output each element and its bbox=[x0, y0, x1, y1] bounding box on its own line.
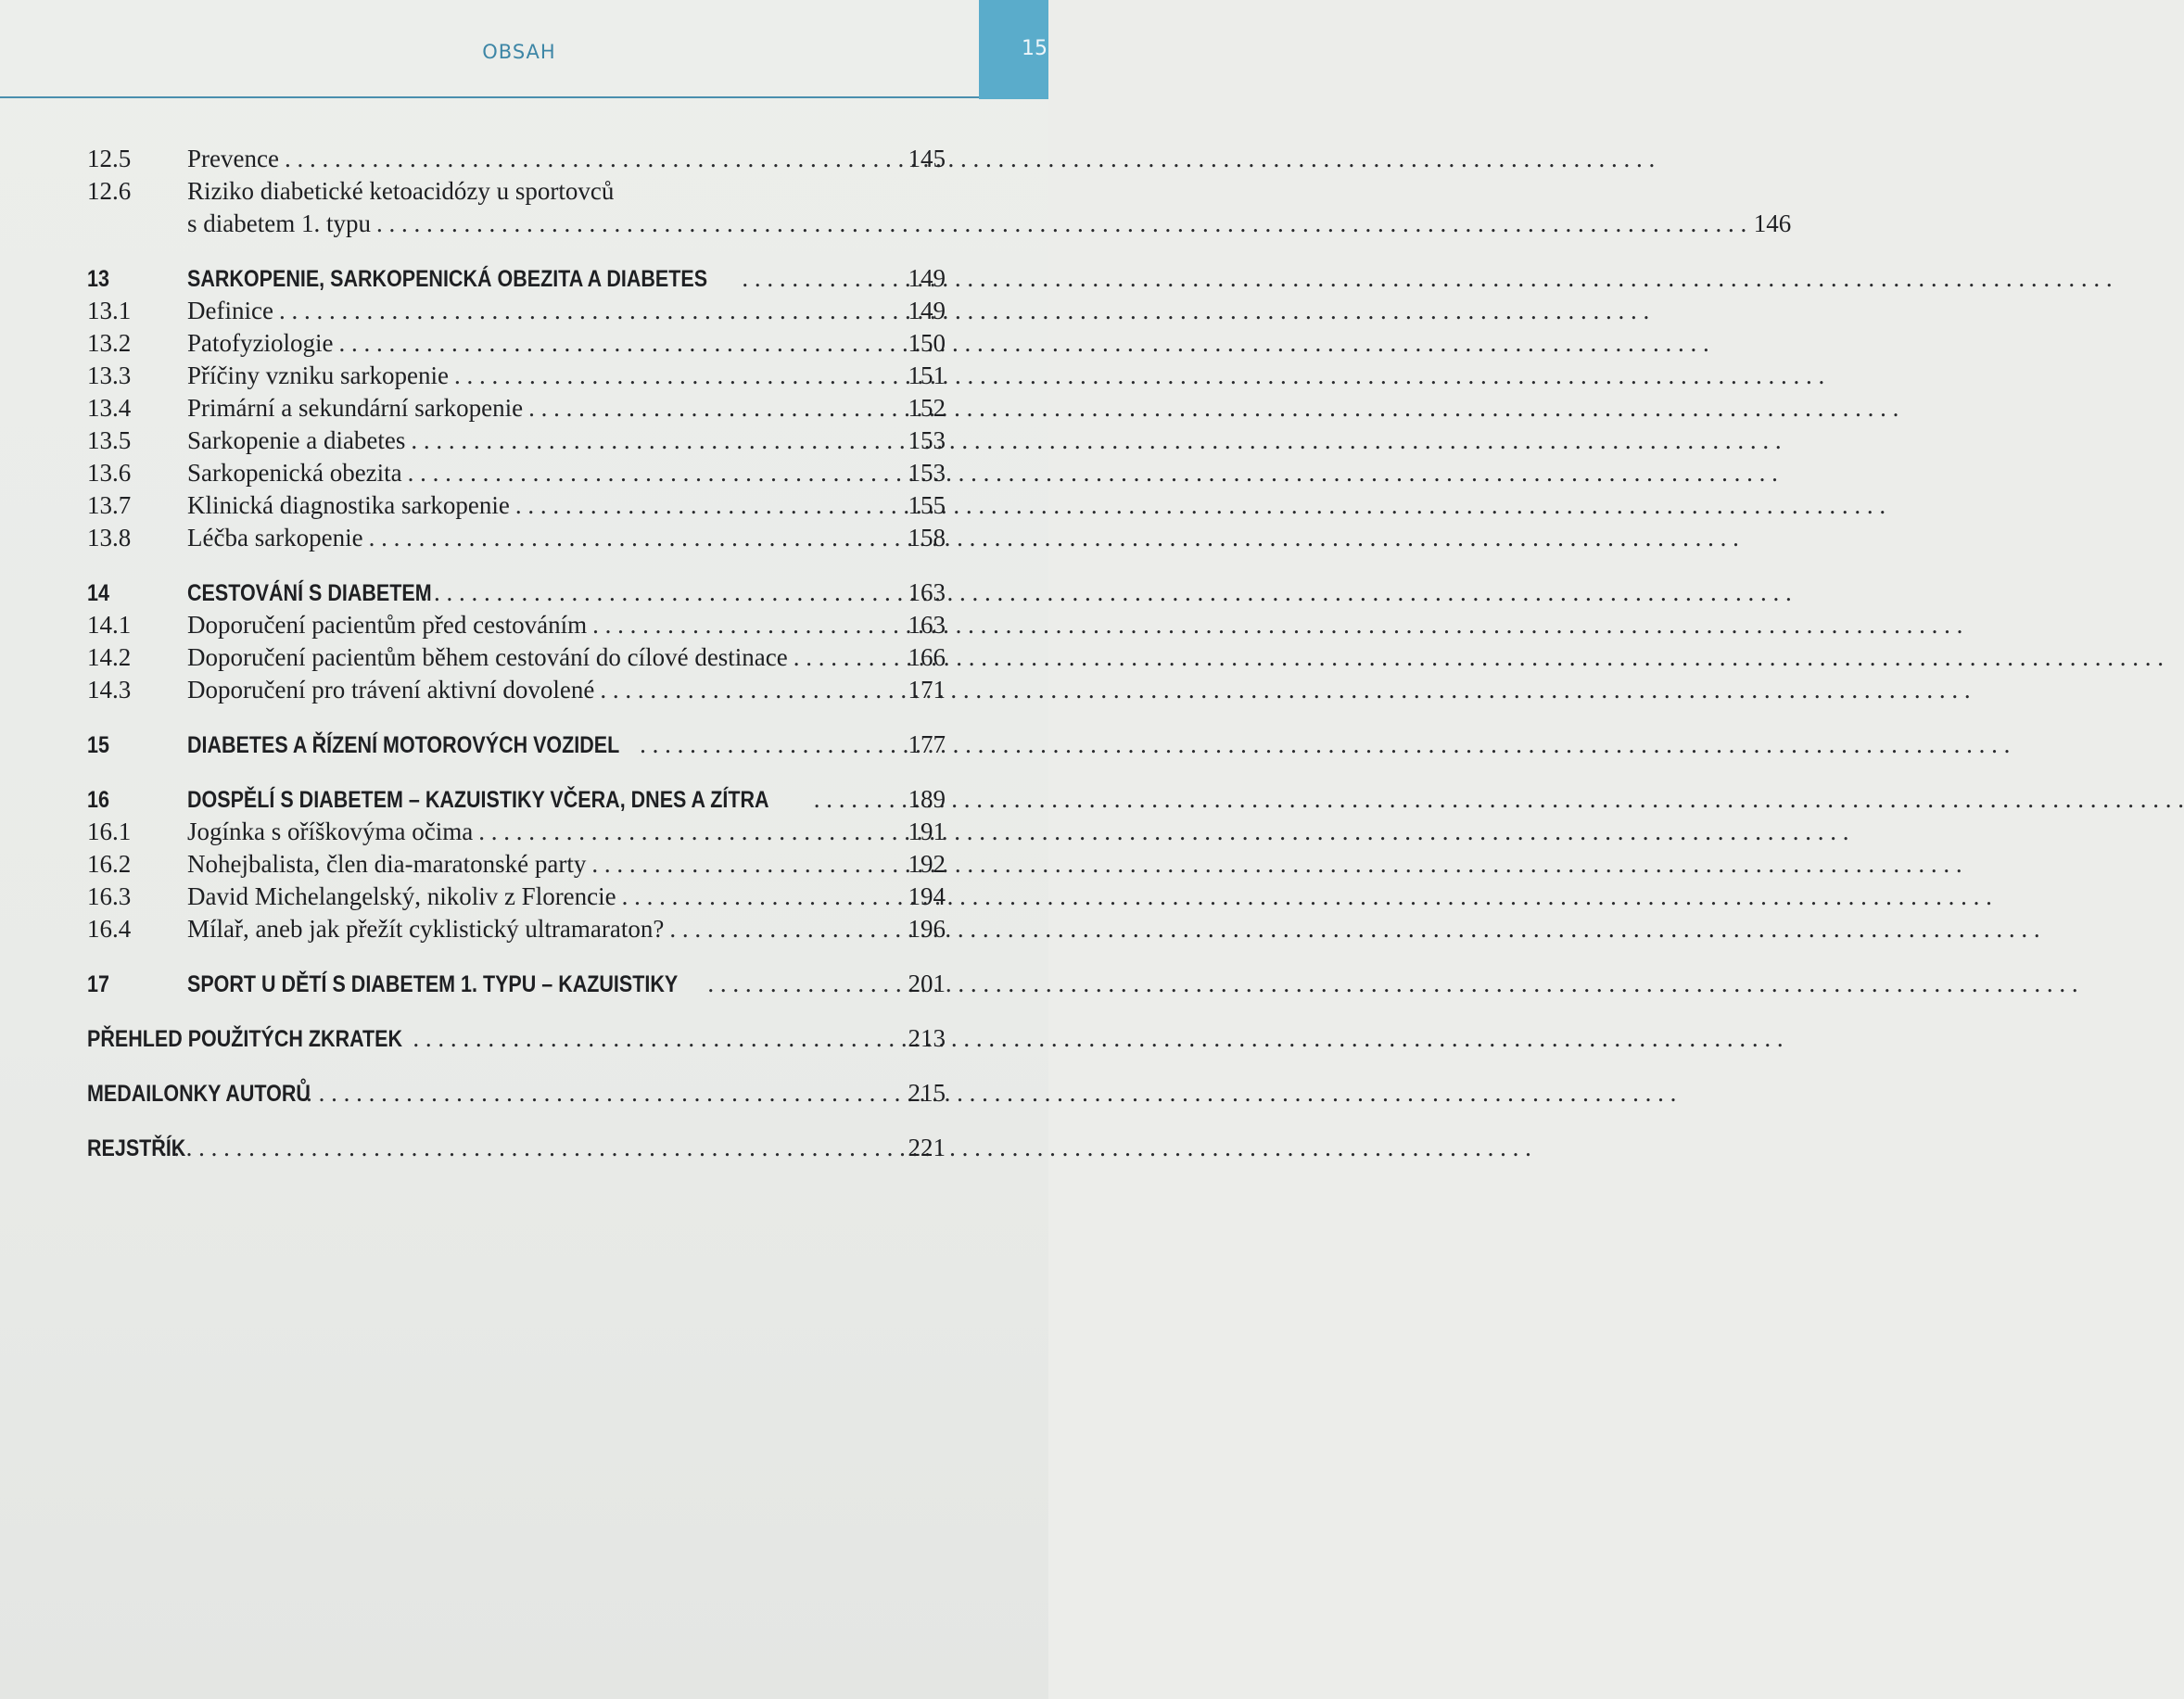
chapter-title: DIABETES A ŘÍZENÍ MOTOROVÝCH VOZIDEL bbox=[187, 732, 620, 758]
toc-entry-page: 150 bbox=[908, 329, 946, 357]
backmatter-title: REJSTŘÍK bbox=[87, 1135, 186, 1161]
toc-entry-number: 13.5 bbox=[87, 426, 132, 454]
backmatter-title: PŘEHLED POUŽITÝCH ZKRATEK bbox=[87, 1026, 403, 1052]
chapter-number: 13 bbox=[87, 266, 109, 292]
toc-entry-title: Léčba sarkopenie bbox=[187, 524, 363, 552]
toc-entry-title: Riziko diabetické ketoacidózy u sportovců bbox=[187, 177, 615, 205]
table-of-contents bbox=[87, 143, 1792, 1164]
toc-entry-title: David Michelangelský, nikoliv z Florencie bbox=[187, 882, 616, 910]
leader-dots bbox=[411, 425, 1781, 457]
toc-entry-page: 191 bbox=[908, 818, 946, 845]
toc-entry[interactable] bbox=[87, 143, 946, 175]
toc-entry-number: 14.1 bbox=[87, 611, 132, 639]
chapter-number: 17 bbox=[87, 971, 109, 997]
toc-entry-page: 153 bbox=[908, 459, 946, 487]
toc-entry-number: 13.3 bbox=[87, 361, 132, 389]
toc-entry[interactable] bbox=[87, 489, 946, 522]
toc-entry[interactable] bbox=[87, 425, 946, 457]
toc-chapter[interactable] bbox=[87, 262, 946, 295]
toc-entry-title: Patofyziologie bbox=[187, 329, 334, 357]
backmatter-page: 213 bbox=[908, 1024, 946, 1052]
leader-dots bbox=[794, 641, 2164, 674]
toc-entry-number: 14.3 bbox=[87, 676, 132, 704]
toc-entry-title: Sarkopenie a diabetes bbox=[187, 426, 406, 454]
toc-entry-title: Doporučení pacientům před cestováním bbox=[187, 611, 588, 639]
toc-entry-title: Nohejbalista, člen dia-maratonské party bbox=[187, 850, 587, 878]
toc-entry-page: 145 bbox=[908, 145, 946, 172]
toc-backmatter[interactable] bbox=[87, 1077, 946, 1109]
toc-entry-page: 171 bbox=[908, 676, 946, 704]
leader-dots bbox=[622, 881, 1992, 913]
toc-entry-title-continued: s diabetem 1. typu bbox=[187, 209, 371, 237]
toc-chapter[interactable] bbox=[87, 968, 946, 1000]
chapter-number: 14 bbox=[87, 580, 109, 606]
toc-entry[interactable] bbox=[87, 609, 946, 641]
toc-entry-number: 16.1 bbox=[87, 818, 132, 845]
toc-entry[interactable] bbox=[87, 457, 946, 489]
leader-dots bbox=[422, 577, 1792, 609]
toc-entry-title: Klinická diagnostika sarkopenie bbox=[187, 491, 510, 519]
chapter-number: 15 bbox=[87, 732, 109, 758]
leader-dots bbox=[591, 848, 1962, 881]
toc-chapter[interactable] bbox=[87, 577, 946, 609]
toc-entry-page: 166 bbox=[908, 643, 946, 671]
leader-dots bbox=[369, 522, 1739, 554]
toc-entry[interactable] bbox=[87, 641, 946, 674]
toc-entry-page: 194 bbox=[908, 882, 946, 910]
toc-entry-number: 12.6 bbox=[87, 177, 132, 205]
toc-entry-title: Sarkopenická obezita bbox=[187, 459, 402, 487]
leader-dots bbox=[338, 327, 1708, 360]
chapter-page: 149 bbox=[908, 264, 946, 292]
backmatter-page: 215 bbox=[908, 1079, 946, 1107]
toc-entry-page: 196 bbox=[908, 915, 946, 943]
toc-entry-page: 151 bbox=[908, 361, 946, 389]
chapter-page: 177 bbox=[908, 730, 946, 758]
toc-entry-number: 14.2 bbox=[87, 643, 132, 671]
leader-dots bbox=[454, 360, 1824, 392]
toc-entry[interactable] bbox=[87, 295, 946, 327]
toc-backmatter[interactable] bbox=[87, 1132, 946, 1164]
toc-entry[interactable] bbox=[87, 816, 946, 848]
leader-dots bbox=[161, 1132, 1531, 1164]
toc-entry[interactable] bbox=[87, 848, 946, 881]
toc-entry[interactable] bbox=[87, 522, 946, 554]
toc-entry-page: 158 bbox=[908, 524, 946, 552]
leader-dots bbox=[742, 262, 2112, 295]
toc-entry-page: 152 bbox=[908, 394, 946, 422]
backmatter-page: 221 bbox=[908, 1134, 946, 1161]
toc-entry-title: Mílař, aneb jak přežít cyklistický ultramaraton? bbox=[187, 915, 665, 943]
toc-entry-number: 13.8 bbox=[87, 524, 132, 552]
toc-entry-title: Příčiny vzniku sarkopenie bbox=[187, 361, 449, 389]
leader-dots bbox=[408, 457, 1778, 489]
toc-chapter[interactable] bbox=[87, 783, 946, 816]
leader-dots bbox=[600, 674, 1970, 706]
toc-entry-title: Doporučení pacientům během cestování do cílové destinace bbox=[187, 643, 788, 671]
leader-dots bbox=[413, 1022, 1783, 1055]
leader-dots bbox=[528, 392, 1898, 425]
chapter-title: CESTOVÁNÍ S DIABETEM bbox=[187, 580, 432, 606]
toc-entry-page: 153 bbox=[908, 426, 946, 454]
toc-entry-page: 155 bbox=[908, 491, 946, 519]
toc-entry-number: 12.5 bbox=[87, 145, 132, 172]
toc-entry[interactable] bbox=[87, 360, 946, 392]
toc-entry[interactable] bbox=[87, 327, 946, 360]
toc-entry-number: 16.4 bbox=[87, 915, 132, 943]
leader-dots bbox=[478, 816, 1848, 848]
toc-entry-page: 149 bbox=[908, 297, 946, 324]
chapter-number: 16 bbox=[87, 787, 109, 813]
toc-entry-title: Jogínka s oříškovýma očima bbox=[187, 818, 474, 845]
page-number: 15 bbox=[1022, 37, 1048, 60]
chapter-title: DOSPĚLÍ S DIABETEM – KAZUISTIKY VČERA, DNES A ZÍTRA bbox=[187, 787, 769, 813]
leader-dots bbox=[640, 729, 2010, 761]
leader-dots bbox=[376, 208, 1746, 240]
toc-entry-number: 13.7 bbox=[87, 491, 132, 519]
chapter-title: SARKOPENIE, SARKOPENICKÁ OBEZITA A DIABETES bbox=[187, 266, 708, 292]
backmatter-title: MEDAILONKY AUTORŮ bbox=[87, 1081, 311, 1107]
toc-entry-page: 192 bbox=[908, 850, 946, 878]
toc-entry-title: Prevence bbox=[187, 145, 279, 172]
toc-chapter[interactable] bbox=[87, 729, 946, 761]
leader-dots bbox=[814, 783, 2184, 816]
toc-entry[interactable] bbox=[87, 913, 946, 945]
leader-dots bbox=[592, 609, 1962, 641]
chapter-page: 163 bbox=[908, 578, 946, 606]
chapter-page: 189 bbox=[908, 785, 946, 813]
toc-entry-number: 16.3 bbox=[87, 882, 132, 910]
toc-entry[interactable] bbox=[87, 881, 946, 913]
toc-entry[interactable] bbox=[87, 175, 1792, 240]
toc-backmatter[interactable] bbox=[87, 1022, 946, 1055]
toc-entry-page: 146 bbox=[1753, 209, 1792, 237]
toc-entry[interactable] bbox=[87, 674, 946, 706]
toc-entry-number: 16.2 bbox=[87, 850, 132, 878]
leader-dots bbox=[669, 913, 2039, 945]
toc-entry-number: 13.4 bbox=[87, 394, 132, 422]
header-rule bbox=[0, 96, 979, 98]
leader-dots bbox=[285, 143, 1655, 175]
toc-entry[interactable] bbox=[87, 392, 946, 425]
toc-entry-title: Primární a sekundární sarkopenie bbox=[187, 394, 524, 422]
leader-dots bbox=[279, 295, 1649, 327]
chapter-title: SPORT U DĚTÍ S DIABETEM 1. TYPU – KAZUISTIKY bbox=[187, 971, 679, 997]
chapter-page: 201 bbox=[908, 970, 946, 997]
toc-entry-number: 13.1 bbox=[87, 297, 132, 324]
toc-entry-number: 13.2 bbox=[87, 329, 132, 357]
toc-entry-number: 13.6 bbox=[87, 459, 132, 487]
toc-entry-title: Definice bbox=[187, 297, 273, 324]
toc-entry-title: Doporučení pro trávení aktivní dovolené bbox=[187, 676, 595, 704]
toc-entry-page: 163 bbox=[908, 611, 946, 639]
leader-dots bbox=[515, 489, 1886, 522]
running-header: OBSAH bbox=[482, 41, 556, 63]
leader-dots bbox=[306, 1077, 1676, 1109]
